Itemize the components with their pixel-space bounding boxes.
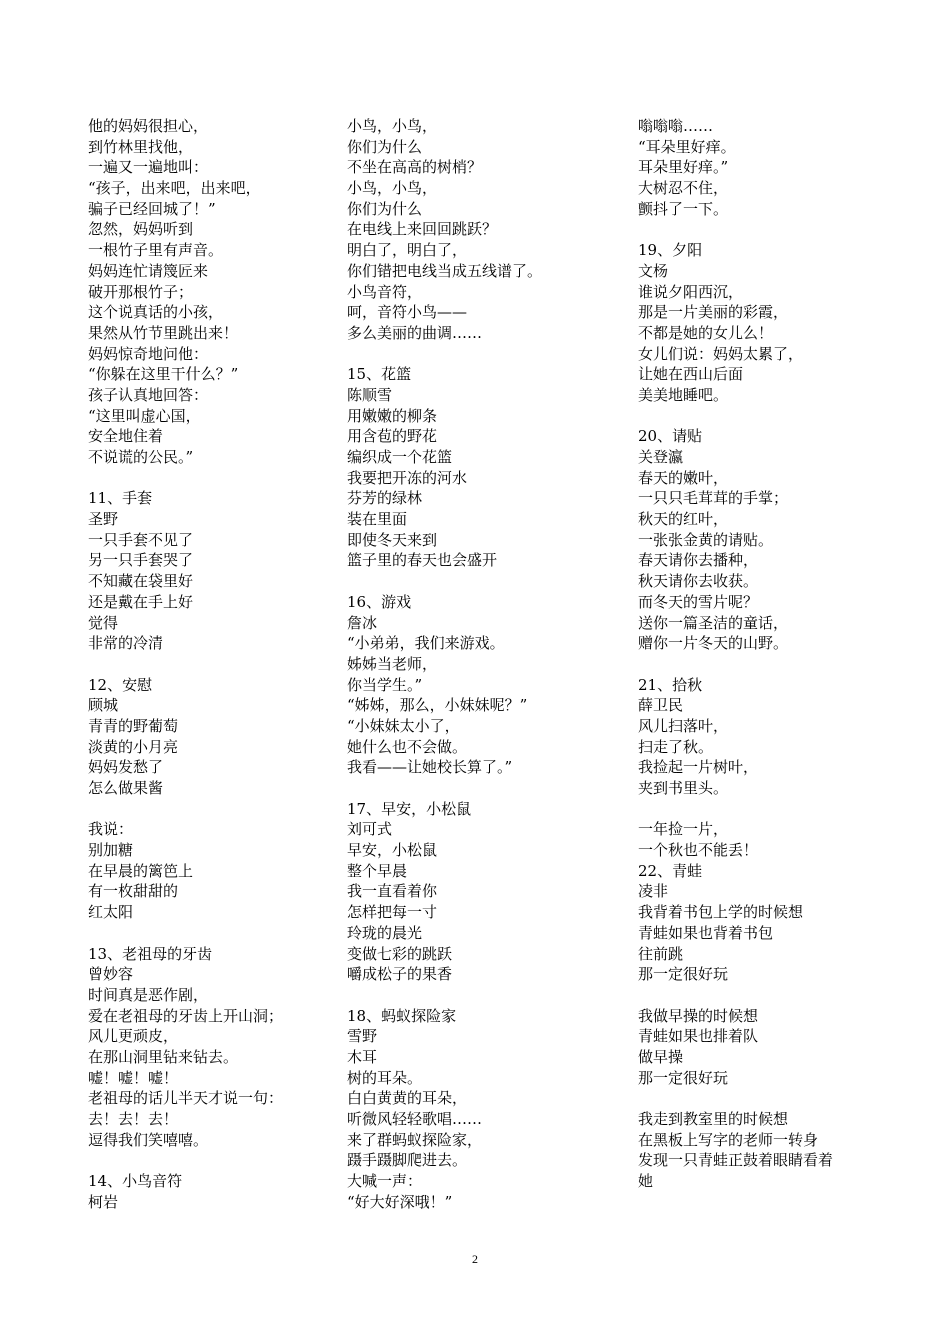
poem-line: “小弟弟，我们来游戏。 — [347, 634, 505, 653]
poem-line: 时间真是恶作剧， — [88, 985, 209, 1004]
poem-line: 老祖母的话儿半天才说一句： — [88, 1089, 284, 1108]
poem-line: 赠你一片冬天的山野。 — [638, 634, 789, 653]
poem-line: 即使冬天来到 — [347, 530, 438, 549]
stanza-break — [347, 985, 617, 1006]
poem-line: 文杨 — [638, 261, 669, 280]
poem-line: 一遍又一遍地叫： — [88, 158, 209, 177]
poem-line: 11、手套 — [88, 489, 153, 508]
poem-line: 不坐在高高的树梢？ — [347, 158, 483, 177]
poem-line: 爱在老祖母的牙齿上开山洞； — [88, 1006, 284, 1025]
poem-line: 顾城 — [88, 696, 119, 715]
stanza-break — [88, 799, 358, 820]
stanza-break — [88, 923, 358, 944]
poem-line: 用含苞的野花 — [347, 427, 438, 446]
poem-line: 送你一篇圣洁的童话， — [638, 613, 789, 632]
poem-column-middle — [347, 116, 617, 1212]
poem-line: 一只只毛茸茸的手掌； — [638, 489, 789, 508]
poem-line: “小妹妹太小了， — [347, 716, 460, 735]
poem-line: 颤抖了一下。 — [638, 199, 729, 218]
poem-line: 关登瀛 — [638, 448, 684, 466]
poem-line: 我走到教室里的时候想 — [638, 1110, 789, 1128]
poem-line: 木耳 — [347, 1047, 378, 1066]
poem-line: 妈妈发愁了 — [88, 758, 164, 777]
stanza-break — [347, 778, 617, 799]
poem-line: 18、蚂蚁探险家 — [347, 1006, 457, 1025]
poem-line: 我背着书包上学的时候想 — [638, 903, 804, 922]
poem-line: 你们为什么 — [347, 199, 423, 218]
poem-line: 还是戴在手上好 — [88, 592, 194, 611]
poem-line: 谁说夕阳西沉， — [638, 282, 744, 301]
stanza-break — [88, 1150, 358, 1171]
poem-line: 曾妙容 — [88, 965, 134, 984]
poem-line: 觉得 — [88, 613, 119, 632]
poem-line: 姊姊当老师， — [347, 654, 438, 673]
stanza-break — [88, 654, 358, 675]
poem-line: 22、青蛙 — [638, 861, 703, 880]
poem-column-left — [88, 116, 358, 1212]
poem-line: 怎么做果酱 — [88, 779, 164, 797]
poem-line: 16、游戏 — [347, 592, 412, 611]
poem-line: 有一枚甜甜的 — [88, 882, 179, 901]
poem-line: 那一定很好玩 — [638, 965, 729, 984]
poem-line: 树的耳朵。 — [347, 1068, 423, 1087]
poem-line: 听微风轻轻歌唱…… — [347, 1110, 483, 1128]
poem-line: “姊姊，那么，小妹妹呢？” — [347, 696, 528, 715]
poem-line: 嚼成松子的果香 — [347, 965, 453, 984]
poem-line: 来了群蚂蚁探险家， — [347, 1130, 483, 1149]
poem-line: 往前跳 — [638, 944, 684, 963]
poem-line: 13、老祖母的牙齿 — [88, 944, 213, 963]
poem-line: 刘可式 — [347, 820, 393, 839]
poem-line: 20、请贴 — [638, 427, 703, 446]
poem-line: 妈妈惊奇地问他： — [88, 344, 209, 363]
poem-line: 一张张金黄的请贴。 — [638, 530, 774, 549]
poem-line: 淡黄的小月亮 — [88, 737, 179, 756]
poem-line: 12、安慰 — [88, 675, 153, 694]
poem-line: 她 — [638, 1172, 654, 1191]
poem-line: 小鸟，小鸟， — [347, 117, 438, 135]
poem-line: 不都是她的女儿么！ — [638, 323, 774, 342]
stanza-break — [638, 654, 908, 675]
poem-line: 做早操 — [638, 1047, 684, 1066]
poem-line: 多么美丽的曲调…… — [347, 323, 483, 342]
poem-line: 春天的嫩叶， — [638, 468, 729, 487]
poem-line: 安全地住着 — [88, 427, 164, 446]
poem-line: 他的妈妈很担心， — [88, 117, 209, 135]
poem-line: 变做七彩的跳跃 — [347, 944, 453, 963]
poem-line: 孩子认真地回答： — [88, 385, 209, 404]
poem-line: 别加糖 — [88, 841, 134, 860]
poem-line: 15、花篮 — [347, 365, 412, 384]
poem-line: 在黑板上写字的老师一转身 — [638, 1130, 819, 1149]
poem-line: 你们为什么 — [347, 137, 423, 156]
poem-line: 柯岩 — [88, 1192, 119, 1211]
poem-line: 小鸟，小鸟， — [347, 179, 438, 198]
stanza-break — [638, 799, 908, 820]
poem-line: 青蛙如果也背着书包 — [638, 923, 774, 942]
poem-line: 大喊一声： — [347, 1172, 423, 1191]
poem-line: 你们错把电线当成五线谱了。 — [347, 261, 543, 280]
poem-line: 而冬天的雪片呢？ — [638, 592, 759, 611]
poem-line: 明白了，明白了， — [347, 241, 468, 260]
poem-line: 一个秋也不能丢！ — [638, 841, 759, 860]
poem-line: 破开那根竹子； — [88, 282, 194, 301]
poem-line: 白白黄黄的耳朵， — [347, 1089, 468, 1108]
poem-line: 妈妈连忙请篾匠来 — [88, 261, 209, 280]
poem-line: 用嫩嫩的柳条 — [347, 406, 438, 425]
poem-line: 这个说真话的小孩， — [88, 303, 224, 322]
poem-line: 美美地睡吧。 — [638, 385, 729, 404]
poem-line: 薛卫民 — [638, 696, 684, 715]
poem-line: 嘘！嘘！嘘！ — [88, 1068, 179, 1087]
poem-line: 那是一片美丽的彩霞， — [638, 303, 789, 322]
poem-line: 蹑手蹑脚爬进去。 — [347, 1151, 468, 1170]
poem-line: 发现一只青蛙正鼓着眼睛看着 — [638, 1151, 834, 1170]
poem-line: 她什么也不会做。 — [347, 737, 468, 756]
poem-line: 呵，音符小鸟—— — [347, 303, 468, 322]
poem-line: 17、早安，小松鼠 — [347, 799, 472, 818]
poem-line: “你躲在这里干什么？” — [88, 365, 239, 384]
poem-line: 陈顺雪 — [347, 385, 393, 404]
poem-line: 早安，小松鼠 — [347, 841, 438, 860]
poem-line: 青蛙如果也排着队 — [638, 1027, 759, 1046]
poem-line: 秋天请你去收获。 — [638, 572, 759, 591]
poem-line: 让她在西山后面 — [638, 365, 744, 384]
poem-column-right — [638, 116, 908, 1192]
poem-line: 到竹林里找他， — [88, 137, 194, 156]
stanza-break — [88, 468, 358, 489]
poem-line: 篮子里的春天也会盛开 — [347, 551, 498, 570]
poem-line: 装在里面 — [347, 510, 408, 529]
poem-line: 芬芳的绿林 — [347, 489, 423, 508]
poem-line: 你当学生。” — [347, 675, 423, 694]
poem-line: 那一定很好玩 — [638, 1068, 729, 1087]
poem-line: 玲珑的晨光 — [347, 923, 423, 942]
poem-line: 14、小鸟音符 — [88, 1172, 183, 1191]
poem-line: 红太阳 — [88, 903, 134, 922]
poem-line: 21、拾秋 — [638, 675, 703, 694]
poem-line: 雪野 — [347, 1027, 378, 1046]
poem-line: 风儿扫落叶， — [638, 716, 729, 735]
poem-line: 大树忍不住， — [638, 179, 729, 198]
poem-line: “孩子，出来吧，出来吧， — [88, 179, 261, 198]
poem-line: 扫走了秋。 — [638, 737, 714, 756]
poem-line: 嗡嗡嗡…… — [638, 117, 714, 135]
poem-line: 我捡起一片树叶， — [638, 758, 759, 777]
poem-line: 我说： — [88, 820, 134, 839]
poem-line: 编织成一个花篮 — [347, 448, 453, 466]
poem-line: “好大好深哦！” — [347, 1192, 453, 1211]
stanza-break — [638, 406, 908, 427]
poem-line: 我看——让她校长算了。” — [347, 758, 513, 777]
poem-line: “耳朵里好痒。 — [638, 137, 736, 156]
stanza-break — [347, 344, 617, 365]
poem-line: 一年捡一片， — [638, 820, 729, 839]
poem-line: 耳朵里好痒。” — [638, 158, 729, 177]
poem-line: 女儿们说：妈妈太累了， — [638, 344, 804, 363]
poem-line: 在电线上来回回跳跃？ — [347, 220, 498, 239]
poem-line: 一只手套不见了 — [88, 530, 194, 549]
poem-line: 非常的冷清 — [88, 634, 164, 653]
poem-line: 夹到书里头。 — [638, 779, 729, 797]
poem-line: 詹冰 — [347, 613, 378, 632]
poem-line: 风儿更顽皮， — [88, 1027, 179, 1046]
poem-line: 我要把开冻的河水 — [347, 468, 468, 487]
poem-line: 小鸟音符， — [347, 282, 423, 301]
poem-line: 秋天的红叶， — [638, 510, 729, 529]
poem-line: 在那山洞里钻来钻去。 — [88, 1047, 239, 1066]
poem-line: 逗得我们笑嘻嘻。 — [88, 1130, 209, 1149]
poem-line: 不知藏在袋里好 — [88, 572, 194, 591]
poem-line: 怎样把每一寸 — [347, 903, 438, 922]
stanza-break — [638, 219, 908, 240]
page-number: 2 — [472, 1252, 478, 1266]
poem-line: “这里叫虚心国， — [88, 406, 201, 425]
poem-line: 果然从竹节里跳出来！ — [88, 323, 239, 342]
poem-line: 圣野 — [88, 510, 119, 529]
poem-line: 在早晨的篱笆上 — [88, 861, 194, 880]
poem-line: 另一只手套哭了 — [88, 551, 194, 570]
stanza-break — [638, 985, 908, 1006]
poem-line: 青青的野葡萄 — [88, 716, 179, 735]
poem-line: 19、夕阳 — [638, 241, 703, 260]
poem-line: 我一直看着你 — [347, 882, 438, 901]
poem-line: 整个早晨 — [347, 861, 408, 880]
poem-line: 骗子已经回城了！” — [88, 199, 216, 218]
poem-line: 一根竹子里有声音。 — [88, 241, 224, 260]
stanza-break — [347, 571, 617, 592]
poem-line: 去！去！去！ — [88, 1110, 179, 1128]
poem-line: 春天请你去播种， — [638, 551, 759, 570]
poem-line: 凌非 — [638, 882, 669, 901]
stanza-break — [638, 1088, 908, 1109]
poem-line: 不说谎的公民。” — [88, 448, 194, 466]
poem-line: 我做早操的时候想 — [638, 1006, 759, 1025]
poem-line: 忽然，妈妈听到 — [88, 220, 194, 239]
